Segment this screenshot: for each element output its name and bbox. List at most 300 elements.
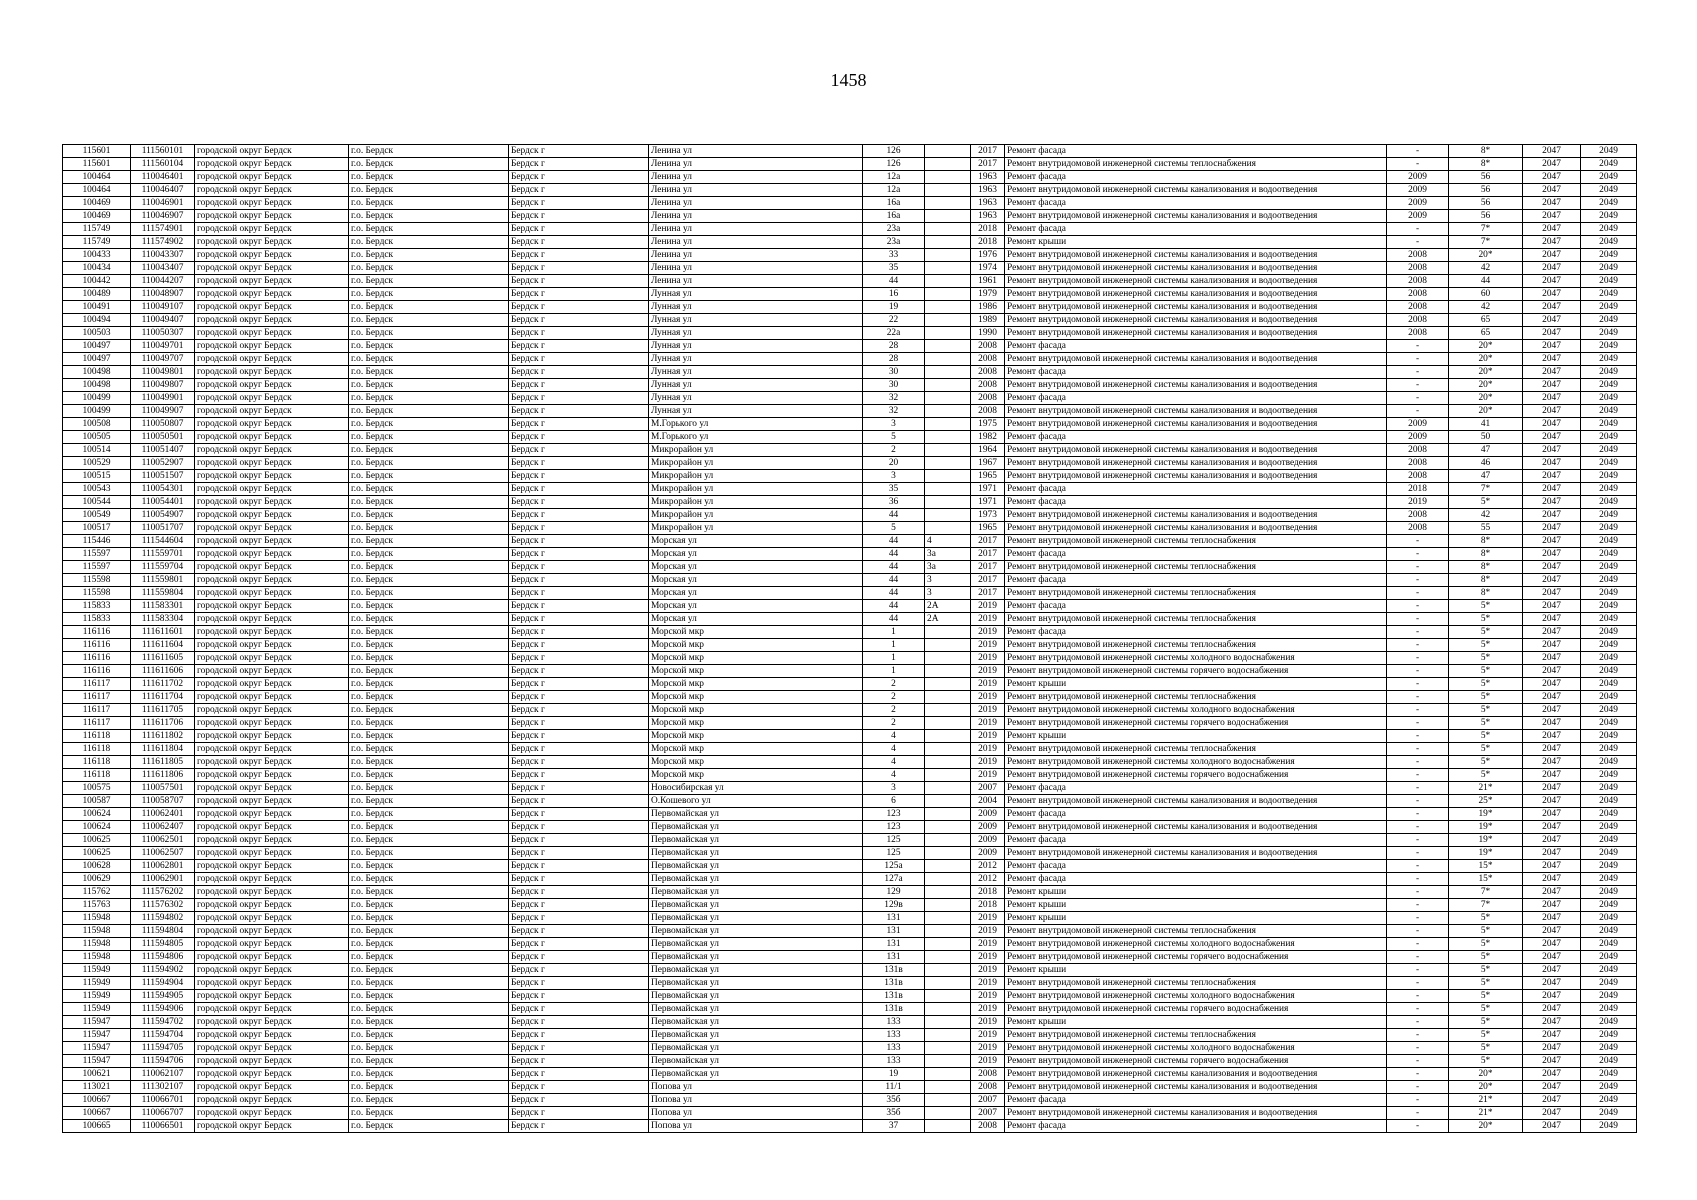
- cell-work-id: 111611804: [131, 743, 195, 756]
- cell-work-type: Ремонт фасада: [1005, 431, 1387, 444]
- cell-year-built: 2019: [971, 756, 1005, 769]
- cell-street: Первомайская ул: [649, 1016, 863, 1029]
- cell-street: Ленина ул: [649, 210, 863, 223]
- cell-wear: 5*: [1449, 1029, 1523, 1042]
- cell-last-repair-year: -: [1387, 353, 1449, 366]
- cell-work-type: Ремонт внутридомовой инженерной системы холодного водоснабжения: [1005, 756, 1387, 769]
- cell-year-built: 2019: [971, 665, 1005, 678]
- cell-locality: Бердск г: [509, 1029, 649, 1042]
- cell-settlement: г.о. Бердск: [349, 1094, 509, 1107]
- cell-work-id: 111560104: [131, 158, 195, 171]
- cell-building: [925, 704, 971, 717]
- cell-street: Первомайская ул: [649, 1068, 863, 1081]
- cell-work-type: Ремонт внутридомовой инженерной системы теплоснабжения: [1005, 613, 1387, 626]
- cell-plan-end: 2049: [1581, 704, 1637, 717]
- cell-last-repair-year: -: [1387, 392, 1449, 405]
- cell-work-type: Ремонт фасада: [1005, 600, 1387, 613]
- cell-wear: 5*: [1449, 613, 1523, 626]
- table-row: [63, 691, 1637, 704]
- cell-year-built: 2019: [971, 600, 1005, 613]
- cell-locality: Бердск г: [509, 496, 649, 509]
- cell-work-id: 110058707: [131, 795, 195, 808]
- table-row: [63, 379, 1637, 392]
- cell-locality: Бердск г: [509, 522, 649, 535]
- cell-settlement: г.о. Бердск: [349, 249, 509, 262]
- cell-house-id: 100515: [63, 470, 131, 483]
- cell-municipality: городской округ Бердск: [195, 1107, 349, 1120]
- cell-wear: 47: [1449, 470, 1523, 483]
- cell-municipality: городской округ Бердск: [195, 717, 349, 730]
- cell-municipality: городской округ Бердск: [195, 457, 349, 470]
- cell-settlement: г.о. Бердск: [349, 769, 509, 782]
- cell-settlement: г.о. Бердск: [349, 912, 509, 925]
- cell-house-number: 123: [863, 821, 925, 834]
- cell-wear: 15*: [1449, 873, 1523, 886]
- cell-building: [925, 1003, 971, 1016]
- cell-municipality: городской округ Бердск: [195, 483, 349, 496]
- cell-settlement: г.о. Бердск: [349, 782, 509, 795]
- cell-building: [925, 1120, 971, 1133]
- cell-wear: 5*: [1449, 964, 1523, 977]
- cell-locality: Бердск г: [509, 964, 649, 977]
- cell-house-id: 116116: [63, 665, 131, 678]
- table-row: [63, 418, 1637, 431]
- cell-plan-end: 2049: [1581, 366, 1637, 379]
- cell-plan-start: 2047: [1523, 1120, 1581, 1133]
- cell-locality: Бердск г: [509, 951, 649, 964]
- cell-year-built: 1964: [971, 444, 1005, 457]
- cell-plan-end: 2049: [1581, 652, 1637, 665]
- cell-year-built: 1979: [971, 288, 1005, 301]
- cell-plan-end: 2049: [1581, 938, 1637, 951]
- cell-year-built: 2019: [971, 1029, 1005, 1042]
- cell-building: [925, 743, 971, 756]
- table-row: [63, 834, 1637, 847]
- cell-work-id: 111594805: [131, 938, 195, 951]
- cell-municipality: городской округ Бердск: [195, 1055, 349, 1068]
- cell-building: [925, 977, 971, 990]
- cell-building: [925, 626, 971, 639]
- cell-last-repair-year: -: [1387, 821, 1449, 834]
- cell-locality: Бердск г: [509, 1068, 649, 1081]
- cell-work-type: Ремонт фасада: [1005, 223, 1387, 236]
- table-row: [63, 1055, 1637, 1068]
- cell-settlement: г.о. Бердск: [349, 1068, 509, 1081]
- cell-street: Ленина ул: [649, 197, 863, 210]
- cell-wear: 5*: [1449, 951, 1523, 964]
- cell-house-id: 115948: [63, 938, 131, 951]
- cell-last-repair-year: -: [1387, 223, 1449, 236]
- table-row: [63, 1042, 1637, 1055]
- table-row: [63, 990, 1637, 1003]
- cell-settlement: г.о. Бердск: [349, 379, 509, 392]
- cell-work-type: Ремонт внутридомовой инженерной системы канализования и водоотведения: [1005, 1107, 1387, 1120]
- cell-work-type: Ремонт фасада: [1005, 1120, 1387, 1133]
- cell-house-number: 123: [863, 808, 925, 821]
- cell-locality: Бердск г: [509, 314, 649, 327]
- table-row: [63, 522, 1637, 535]
- table-row: [63, 912, 1637, 925]
- cell-work-type: Ремонт внутридомовой инженерной системы холодного водоснабжения: [1005, 990, 1387, 1003]
- cell-last-repair-year: -: [1387, 756, 1449, 769]
- cell-work-type: Ремонт внутридомовой инженерной системы теплоснабжения: [1005, 1029, 1387, 1042]
- cell-year-built: 2017: [971, 158, 1005, 171]
- cell-building: [925, 938, 971, 951]
- cell-plan-end: 2049: [1581, 977, 1637, 990]
- cell-settlement: г.о. Бердск: [349, 496, 509, 509]
- cell-settlement: г.о. Бердск: [349, 1055, 509, 1068]
- table-row: [63, 301, 1637, 314]
- cell-locality: Бердск г: [509, 847, 649, 860]
- table-row: [63, 548, 1637, 561]
- cell-municipality: городской округ Бердск: [195, 275, 349, 288]
- table-row: [63, 158, 1637, 171]
- cell-plan-end: 2049: [1581, 444, 1637, 457]
- cell-plan-end: 2049: [1581, 353, 1637, 366]
- cell-house-number: 125а: [863, 860, 925, 873]
- cell-work-id: 111594904: [131, 977, 195, 990]
- cell-last-repair-year: -: [1387, 691, 1449, 704]
- cell-house-number: 16: [863, 288, 925, 301]
- cell-locality: Бердск г: [509, 145, 649, 158]
- cell-work-type: Ремонт фасада: [1005, 496, 1387, 509]
- cell-plan-end: 2049: [1581, 171, 1637, 184]
- cell-work-type: Ремонт внутридомовой инженерной системы горячего водоснабжения: [1005, 769, 1387, 782]
- cell-work-id: 110049907: [131, 405, 195, 418]
- cell-locality: Бердск г: [509, 574, 649, 587]
- cell-last-repair-year: 2008: [1387, 249, 1449, 262]
- cell-settlement: г.о. Бердск: [349, 431, 509, 444]
- cell-street: Ленина ул: [649, 184, 863, 197]
- cell-last-repair-year: 2009: [1387, 431, 1449, 444]
- cell-house-number: 44: [863, 600, 925, 613]
- cell-building: [925, 353, 971, 366]
- cell-plan-end: 2049: [1581, 600, 1637, 613]
- table-row: [63, 145, 1637, 158]
- cell-street: М.Горького ул: [649, 431, 863, 444]
- cell-settlement: г.о. Бердск: [349, 301, 509, 314]
- cell-plan-end: 2049: [1581, 496, 1637, 509]
- cell-locality: Бердск г: [509, 652, 649, 665]
- cell-wear: 5*: [1449, 1016, 1523, 1029]
- cell-work-id: 110050807: [131, 418, 195, 431]
- cell-work-id: 111574901: [131, 223, 195, 236]
- cell-locality: Бердск г: [509, 210, 649, 223]
- cell-wear: 5*: [1449, 743, 1523, 756]
- cell-work-type: Ремонт внутридомовой инженерной системы холодного водоснабжения: [1005, 704, 1387, 717]
- cell-house-id: 113021: [63, 1081, 131, 1094]
- cell-building: [925, 769, 971, 782]
- cell-municipality: городской округ Бердск: [195, 444, 349, 457]
- cell-work-id: 111576202: [131, 886, 195, 899]
- cell-building: [925, 691, 971, 704]
- cell-wear: 5*: [1449, 990, 1523, 1003]
- cell-plan-end: 2049: [1581, 990, 1637, 1003]
- cell-municipality: городской округ Бердск: [195, 353, 349, 366]
- cell-municipality: городской округ Бердск: [195, 314, 349, 327]
- cell-work-id: 111611705: [131, 704, 195, 717]
- cell-wear: 5*: [1449, 1042, 1523, 1055]
- cell-year-built: 1971: [971, 496, 1005, 509]
- cell-year-built: 2004: [971, 795, 1005, 808]
- cell-work-id: 111611805: [131, 756, 195, 769]
- cell-plan-end: 2049: [1581, 184, 1637, 197]
- cell-street: Первомайская ул: [649, 847, 863, 860]
- cell-last-repair-year: 2018: [1387, 483, 1449, 496]
- cell-work-type: Ремонт внутридомовой инженерной системы канализования и водоотведения: [1005, 184, 1387, 197]
- cell-settlement: г.о. Бердск: [349, 665, 509, 678]
- table-row: [63, 613, 1637, 626]
- cell-locality: Бердск г: [509, 418, 649, 431]
- cell-year-built: 1965: [971, 522, 1005, 535]
- cell-plan-start: 2047: [1523, 366, 1581, 379]
- cell-municipality: городской округ Бердск: [195, 340, 349, 353]
- cell-last-repair-year: -: [1387, 1120, 1449, 1133]
- cell-work-type: Ремонт фасада: [1005, 366, 1387, 379]
- cell-plan-start: 2047: [1523, 977, 1581, 990]
- cell-plan-start: 2047: [1523, 1081, 1581, 1094]
- cell-wear: 5*: [1449, 938, 1523, 951]
- cell-house-id: 115948: [63, 912, 131, 925]
- cell-building: 2А: [925, 600, 971, 613]
- cell-work-id: 110046907: [131, 210, 195, 223]
- cell-house-id: 115949: [63, 1003, 131, 1016]
- cell-plan-end: 2049: [1581, 587, 1637, 600]
- cell-house-id: 115947: [63, 1042, 131, 1055]
- cell-street: М.Горького ул: [649, 418, 863, 431]
- cell-last-repair-year: -: [1387, 951, 1449, 964]
- cell-wear: 5*: [1449, 769, 1523, 782]
- cell-municipality: городской округ Бердск: [195, 769, 349, 782]
- cell-settlement: г.о. Бердск: [349, 1042, 509, 1055]
- cell-house-id: 100665: [63, 1120, 131, 1133]
- cell-building: [925, 340, 971, 353]
- cell-house-number: 28: [863, 353, 925, 366]
- cell-work-id: 110044207: [131, 275, 195, 288]
- cell-work-id: 111594806: [131, 951, 195, 964]
- cell-year-built: 2008: [971, 366, 1005, 379]
- cell-plan-start: 2047: [1523, 301, 1581, 314]
- cell-plan-end: 2049: [1581, 340, 1637, 353]
- cell-house-number: 129в: [863, 899, 925, 912]
- cell-last-repair-year: -: [1387, 1055, 1449, 1068]
- cell-work-type: Ремонт внутридомовой инженерной системы канализования и водоотведения: [1005, 457, 1387, 470]
- cell-building: [925, 782, 971, 795]
- cell-wear: 20*: [1449, 1120, 1523, 1133]
- cell-municipality: городской округ Бердск: [195, 1029, 349, 1042]
- cell-locality: Бердск г: [509, 275, 649, 288]
- cell-year-built: 2019: [971, 938, 1005, 951]
- cell-locality: Бердск г: [509, 678, 649, 691]
- cell-last-repair-year: -: [1387, 704, 1449, 717]
- cell-house-number: 3: [863, 782, 925, 795]
- cell-wear: 47: [1449, 444, 1523, 457]
- cell-work-type: Ремонт внутридомовой инженерной системы канализования и водоотведения: [1005, 210, 1387, 223]
- cell-municipality: городской округ Бердск: [195, 639, 349, 652]
- cell-work-type: Ремонт внутридомовой инженерной системы канализования и водоотведения: [1005, 275, 1387, 288]
- cell-last-repair-year: 2009: [1387, 418, 1449, 431]
- cell-house-number: 131: [863, 925, 925, 938]
- cell-settlement: г.о. Бердск: [349, 405, 509, 418]
- cell-plan-end: 2049: [1581, 288, 1637, 301]
- cell-year-built: 2019: [971, 912, 1005, 925]
- cell-settlement: г.о. Бердск: [349, 509, 509, 522]
- cell-locality: Бердск г: [509, 483, 649, 496]
- cell-last-repair-year: 2008: [1387, 301, 1449, 314]
- cell-house-id: 100464: [63, 184, 131, 197]
- cell-plan-end: 2049: [1581, 522, 1637, 535]
- cell-work-id: 110062401: [131, 808, 195, 821]
- cell-house-id: 115762: [63, 886, 131, 899]
- cell-street: Морской мкр: [649, 626, 863, 639]
- cell-locality: Бердск г: [509, 756, 649, 769]
- cell-locality: Бердск г: [509, 613, 649, 626]
- cell-year-built: 2019: [971, 613, 1005, 626]
- cell-locality: Бердск г: [509, 795, 649, 808]
- cell-wear: 41: [1449, 418, 1523, 431]
- cell-work-type: Ремонт фасада: [1005, 340, 1387, 353]
- cell-plan-start: 2047: [1523, 613, 1581, 626]
- cell-plan-end: 2049: [1581, 431, 1637, 444]
- cell-year-built: 1974: [971, 262, 1005, 275]
- cell-street: Новосибирская ул: [649, 782, 863, 795]
- cell-municipality: городской округ Бердск: [195, 964, 349, 977]
- cell-municipality: городской округ Бердск: [195, 782, 349, 795]
- cell-municipality: городской округ Бердск: [195, 496, 349, 509]
- cell-locality: Бердск г: [509, 730, 649, 743]
- cell-settlement: г.о. Бердск: [349, 483, 509, 496]
- cell-work-id: 111611702: [131, 678, 195, 691]
- cell-street: Первомайская ул: [649, 964, 863, 977]
- table-row: [63, 210, 1637, 223]
- cell-work-id: 110049407: [131, 314, 195, 327]
- cell-house-id: 115749: [63, 236, 131, 249]
- cell-house-number: 131: [863, 912, 925, 925]
- cell-settlement: г.о. Бердск: [349, 327, 509, 340]
- cell-street: Морской мкр: [649, 665, 863, 678]
- cell-last-repair-year: 2009: [1387, 210, 1449, 223]
- cell-plan-end: 2049: [1581, 249, 1637, 262]
- cell-work-id: 111574902: [131, 236, 195, 249]
- cell-settlement: г.о. Бердск: [349, 717, 509, 730]
- cell-locality: Бердск г: [509, 353, 649, 366]
- cell-building: 2А: [925, 613, 971, 626]
- cell-building: [925, 1081, 971, 1094]
- cell-building: [925, 197, 971, 210]
- cell-plan-start: 2047: [1523, 535, 1581, 548]
- cell-year-built: 1973: [971, 509, 1005, 522]
- cell-locality: Бердск г: [509, 249, 649, 262]
- cell-house-number: 2: [863, 678, 925, 691]
- cell-building: [925, 1094, 971, 1107]
- cell-plan-end: 2049: [1581, 717, 1637, 730]
- cell-municipality: городской округ Бердск: [195, 223, 349, 236]
- cell-house-number: 131в: [863, 977, 925, 990]
- cell-wear: 7*: [1449, 899, 1523, 912]
- cell-locality: Бердск г: [509, 392, 649, 405]
- cell-locality: Бердск г: [509, 223, 649, 236]
- table-row: [63, 600, 1637, 613]
- cell-municipality: городской округ Бердск: [195, 1042, 349, 1055]
- cell-wear: 46: [1449, 457, 1523, 470]
- cell-locality: Бердск г: [509, 262, 649, 275]
- cell-year-built: 2019: [971, 925, 1005, 938]
- cell-building: [925, 431, 971, 444]
- cell-work-id: 111594905: [131, 990, 195, 1003]
- cell-plan-end: 2049: [1581, 808, 1637, 821]
- cell-building: [925, 1055, 971, 1068]
- cell-plan-end: 2049: [1581, 886, 1637, 899]
- cell-plan-start: 2047: [1523, 1055, 1581, 1068]
- cell-last-repair-year: 2008: [1387, 457, 1449, 470]
- cell-house-number: 11/1: [863, 1081, 925, 1094]
- cell-house-number: 126: [863, 145, 925, 158]
- cell-municipality: городской округ Бердск: [195, 756, 349, 769]
- cell-work-id: 110066707: [131, 1107, 195, 1120]
- cell-street: Лунная ул: [649, 353, 863, 366]
- cell-plan-end: 2049: [1581, 197, 1637, 210]
- cell-street: Первомайская ул: [649, 1029, 863, 1042]
- cell-house-number: 133: [863, 1042, 925, 1055]
- cell-wear: 5*: [1449, 977, 1523, 990]
- cell-house-number: 30: [863, 379, 925, 392]
- cell-plan-start: 2047: [1523, 158, 1581, 171]
- cell-house-number: 16а: [863, 197, 925, 210]
- cell-last-repair-year: -: [1387, 769, 1449, 782]
- cell-plan-end: 2049: [1581, 1029, 1637, 1042]
- cell-year-built: 2019: [971, 704, 1005, 717]
- cell-building: [925, 1016, 971, 1029]
- cell-last-repair-year: -: [1387, 405, 1449, 418]
- cell-street: Первомайская ул: [649, 808, 863, 821]
- cell-house-id: 100625: [63, 847, 131, 860]
- cell-work-id: 110062407: [131, 821, 195, 834]
- cell-year-built: 2017: [971, 548, 1005, 561]
- cell-work-type: Ремонт внутридомовой инженерной системы канализования и водоотведения: [1005, 353, 1387, 366]
- cell-house-number: 131: [863, 938, 925, 951]
- cell-work-id: 111559701: [131, 548, 195, 561]
- cell-house-number: 1: [863, 652, 925, 665]
- cell-house-number: 2: [863, 444, 925, 457]
- cell-work-id: 110050501: [131, 431, 195, 444]
- cell-work-type: Ремонт фасада: [1005, 574, 1387, 587]
- cell-work-type: Ремонт внутридомовой инженерной системы канализования и водоотведения: [1005, 418, 1387, 431]
- cell-work-id: 111594705: [131, 1042, 195, 1055]
- cell-wear: 8*: [1449, 561, 1523, 574]
- cell-wear: 8*: [1449, 535, 1523, 548]
- cell-house-number: 30: [863, 366, 925, 379]
- cell-settlement: г.о. Бердск: [349, 457, 509, 470]
- cell-street: Лунная ул: [649, 314, 863, 327]
- cell-plan-start: 2047: [1523, 691, 1581, 704]
- cell-building: [925, 821, 971, 834]
- table-row: [63, 340, 1637, 353]
- cell-year-built: 2009: [971, 821, 1005, 834]
- cell-building: [925, 262, 971, 275]
- table-row: [63, 288, 1637, 301]
- cell-settlement: г.о. Бердск: [349, 314, 509, 327]
- cell-work-id: 110046401: [131, 171, 195, 184]
- cell-plan-start: 2047: [1523, 756, 1581, 769]
- cell-locality: Бердск г: [509, 1055, 649, 1068]
- cell-settlement: г.о. Бердск: [349, 1120, 509, 1133]
- cell-house-number: 28: [863, 340, 925, 353]
- cell-year-built: 2009: [971, 808, 1005, 821]
- cell-house-number: 32: [863, 405, 925, 418]
- cell-work-type: Ремонт внутридомовой инженерной системы канализования и водоотведения: [1005, 405, 1387, 418]
- cell-wear: 60: [1449, 288, 1523, 301]
- cell-last-repair-year: 2008: [1387, 522, 1449, 535]
